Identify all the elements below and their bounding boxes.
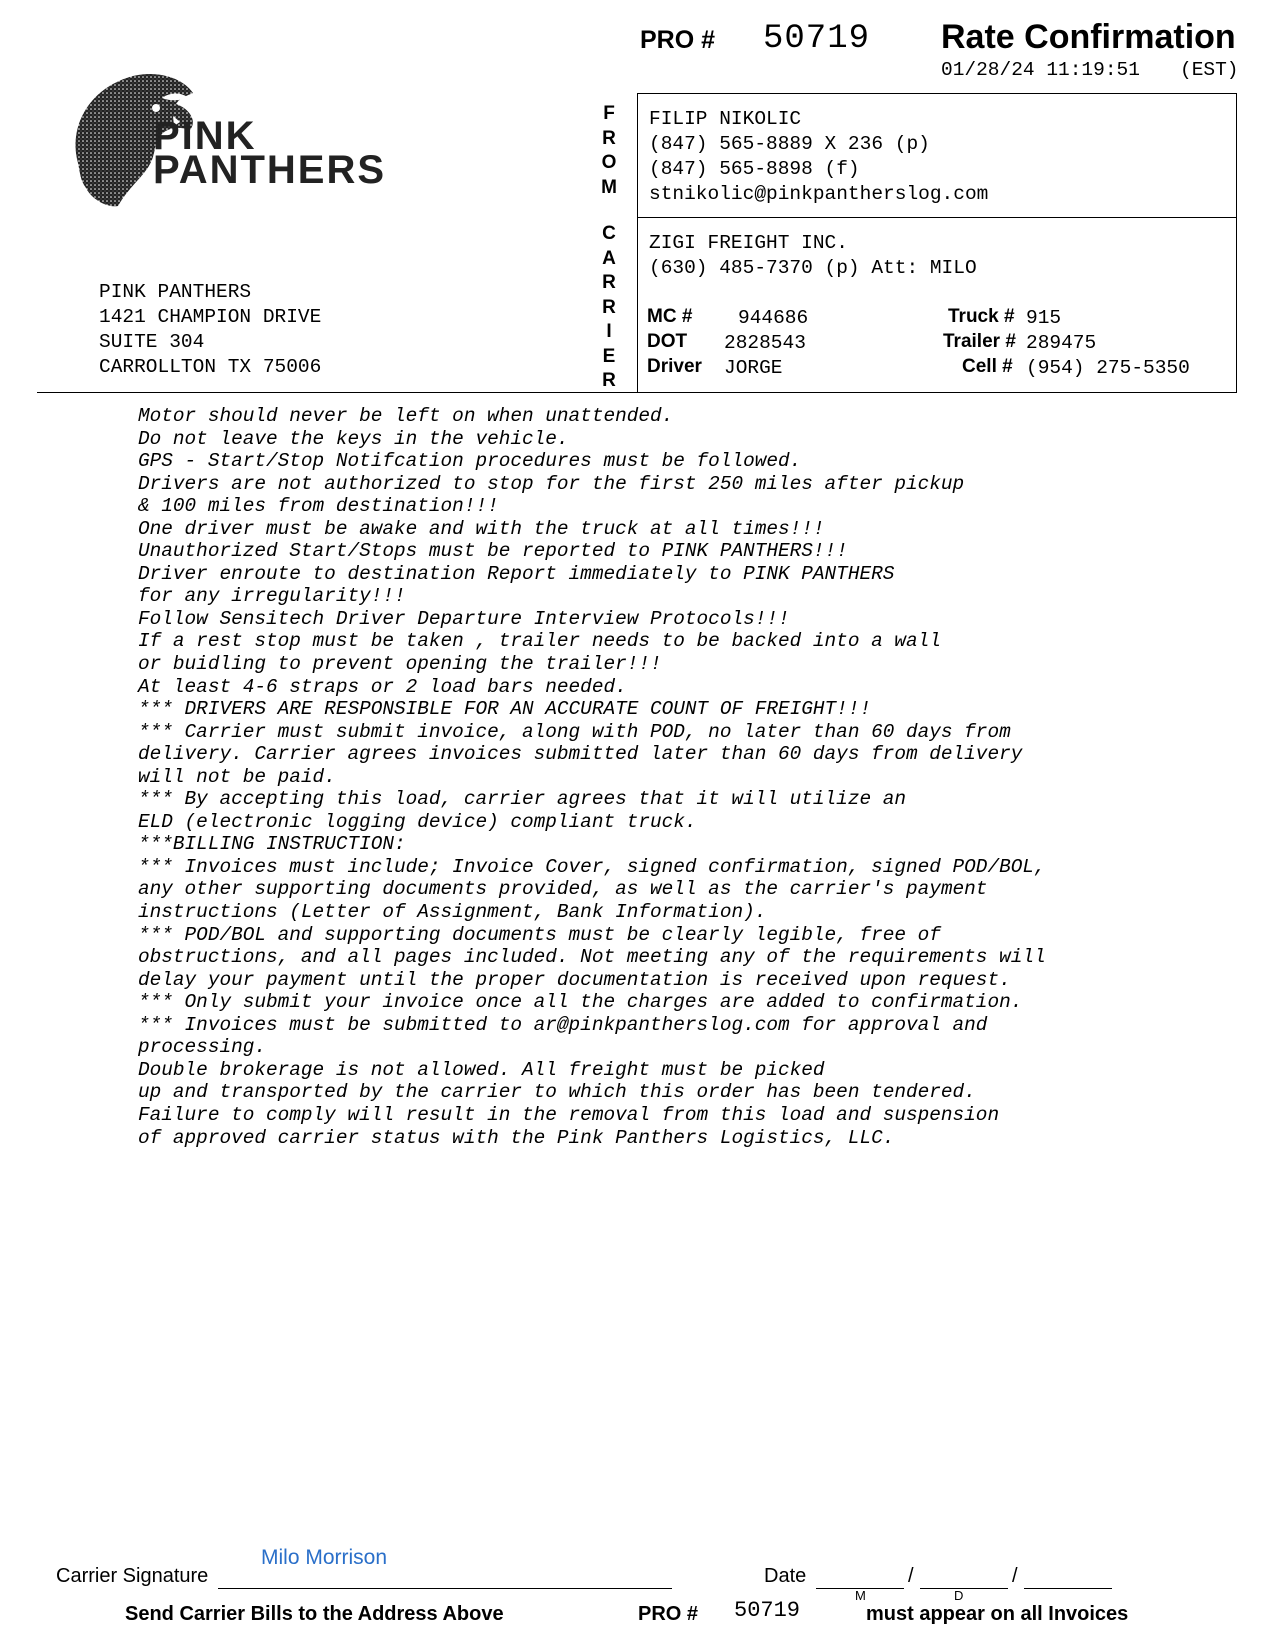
date-day-field[interactable] (920, 1588, 1008, 1589)
instruction-line: *** Carrier must submit invoice, along with POD, no later than 60 days from (138, 720, 1011, 743)
datetime: 01/28/24 11:19:51 (941, 59, 1140, 81)
instruction-line: If a rest stop must be taken , trailer needs to be backed into a wall (138, 630, 941, 653)
trailer-value: 289475 (1026, 332, 1097, 354)
instruction-line: Do not leave the keys in the vehicle. (138, 427, 569, 450)
company-logo (48, 66, 438, 226)
carrier-letter: E (602, 345, 616, 367)
from-letter: M (601, 176, 617, 198)
instruction-line: of approved carrier status with the Pink Panthers Logistics, LLC. (138, 1126, 895, 1149)
instruction-line: Failure to comply will result in the removal from this load and suspension (138, 1103, 1000, 1126)
carrier-vertical-label (598, 222, 620, 394)
instruction-line: *** Invoices must include; Invoice Cover, signed confirmation, signed POD/BOL, (138, 855, 1046, 878)
header-rule (37, 392, 1237, 393)
from-phone: (847) 565-8889 X 236 (p) (649, 133, 930, 155)
date-separator: / (1012, 1565, 1018, 1587)
truck-label: Truck # (948, 306, 1015, 327)
instruction-line: At least 4-6 straps or 2 load bars needed. (138, 675, 627, 698)
carrier-letter: R (602, 272, 616, 293)
instruction-line: Motor should never be left on when unattended. (138, 405, 674, 427)
instruction-line: up and transported by the carrier to which this order has been tendered. (138, 1081, 976, 1104)
driver-label: Driver (647, 356, 702, 377)
pro-number: 50719 (763, 20, 871, 58)
dot-value: 2828543 (724, 332, 806, 354)
send-bills-note: Send Carrier Bills to the Address Above (125, 1603, 504, 1625)
signature-value[interactable]: Milo Morrison (261, 1546, 388, 1569)
date-separator: / (908, 1565, 914, 1587)
instruction-line: obstructions, and all pages included. Not meeting any of the requirements will (138, 946, 1046, 969)
cell-value: (954) 275-5350 (1026, 357, 1190, 379)
pro-label: PRO # (640, 26, 716, 54)
signature-line[interactable] (218, 1588, 672, 1589)
timezone: (EST) (1180, 59, 1239, 81)
instruction-line: processing. (138, 1036, 266, 1059)
instruction-line: One driver must be awake and with the truck at all times!!! (138, 517, 825, 540)
from-vertical-label (598, 102, 620, 200)
instruction-line: for any irregularity!!! (138, 585, 406, 608)
instruction-line: any other supporting documents provided, as well as the carrier's payment (138, 878, 988, 901)
instruction-line: & 100 miles from destination!!! (138, 495, 499, 518)
from-fax: (847) 565-8898 (f) (649, 158, 860, 180)
mc-value: 944686 (738, 307, 809, 329)
from-name: FILIP NIKOLIC (649, 108, 802, 130)
instruction-line: Unauthorized Start/Stops must be reported to PINK PANTHERS!!! (138, 540, 848, 563)
date-day-hint: D (954, 1588, 964, 1603)
carrier-letter: R (602, 296, 616, 318)
instruction-line: Follow Sensitech Driver Departure Interview Protocols!!! (138, 607, 790, 630)
contact-box-divider (637, 217, 1237, 218)
date-year-field[interactable] (1024, 1588, 1112, 1589)
trailer-label: Trailer # (943, 331, 1016, 352)
from-email[interactable]: stnikolic@pinkpantherslog.com (649, 183, 989, 205)
company-address-1: 1421 CHAMPION DRIVE (99, 306, 322, 328)
date-month-hint: M (855, 1588, 866, 1603)
instruction-line: Double brokerage is not allowed. All freight must be picked (138, 1058, 825, 1081)
instruction-line: or buidling to prevent opening the trailer!!! (138, 653, 662, 676)
truck-value: 915 (1026, 307, 1062, 329)
signature-label: Carrier Signature (56, 1565, 209, 1587)
cell-label: Cell # (962, 356, 1013, 377)
from-letter: F (603, 103, 615, 124)
company-name: PINK PANTHERS (99, 281, 252, 303)
carrier-letter: I (606, 321, 612, 342)
instruction-line: *** POD/BOL and supporting documents must be clearly legible, free of (138, 923, 941, 946)
instruction-line: ELD (electronic logging device) compliant truck. (138, 810, 697, 833)
instruction-line: *** Only submit your invoice once all the charges are added to confirmation. (138, 991, 1023, 1014)
company-address-2: SUITE 304 (99, 331, 205, 353)
instruction-line: will not be paid. (138, 765, 336, 788)
carrier-name: ZIGI FREIGHT INC. (649, 232, 848, 254)
footer-pro-number: 50719 (734, 1598, 801, 1623)
instruction-line: *** By accepting this load, carrier agrees that it will utilize an (138, 788, 906, 811)
footer-pro-label: PRO # (638, 1603, 699, 1625)
instruction-line: delay your payment until the proper documentation is received upon request. (138, 968, 1011, 991)
from-letter: O (601, 152, 617, 173)
instruction-line: Drivers are not authorized to stop for the first 250 miles after pickup (138, 472, 965, 495)
driver-value: JORGE (724, 357, 783, 379)
carrier-letter: A (602, 247, 616, 269)
mc-label: MC # (647, 306, 693, 327)
instruction-line: ***BILLING INSTRUCTION: (138, 833, 406, 856)
page-title: Rate Confirmation (941, 18, 1236, 56)
from-letter: R (602, 127, 616, 149)
dot-label: DOT (647, 331, 688, 352)
instruction-line: instructions (Letter of Assignment, Bank Information). (138, 901, 767, 924)
instructions-list (138, 405, 1046, 1149)
instruction-line: *** Invoices must be submitted to ar@pinkpantherslog.com for approval and (138, 1013, 988, 1036)
company-city: CARROLLTON TX 75006 (99, 356, 322, 378)
instruction-line: Driver enroute to destination Report immediately to PINK PANTHERS (138, 562, 895, 585)
carrier-phone: (630) 485-7370 (p) Att: MILO (649, 257, 977, 279)
invoice-note: must appear on all Invoices (866, 1603, 1129, 1625)
instruction-line: *** DRIVERS ARE RESPONSIBLE FOR AN ACCURATE COUNT OF FREIGHT!!! (138, 698, 872, 721)
logo-text-line1: PINK (153, 114, 257, 158)
carrier-letter: C (602, 223, 616, 244)
instruction-line: GPS - Start/Stop Notifcation procedures must be followed. (138, 450, 802, 473)
carrier-letter: R (602, 370, 616, 391)
instruction-line: delivery. Carrier agrees invoices submitted later than 60 days from delivery (138, 743, 1023, 766)
logo-text-line2: PANTHERS (153, 148, 387, 192)
date-label: Date (764, 1565, 807, 1587)
